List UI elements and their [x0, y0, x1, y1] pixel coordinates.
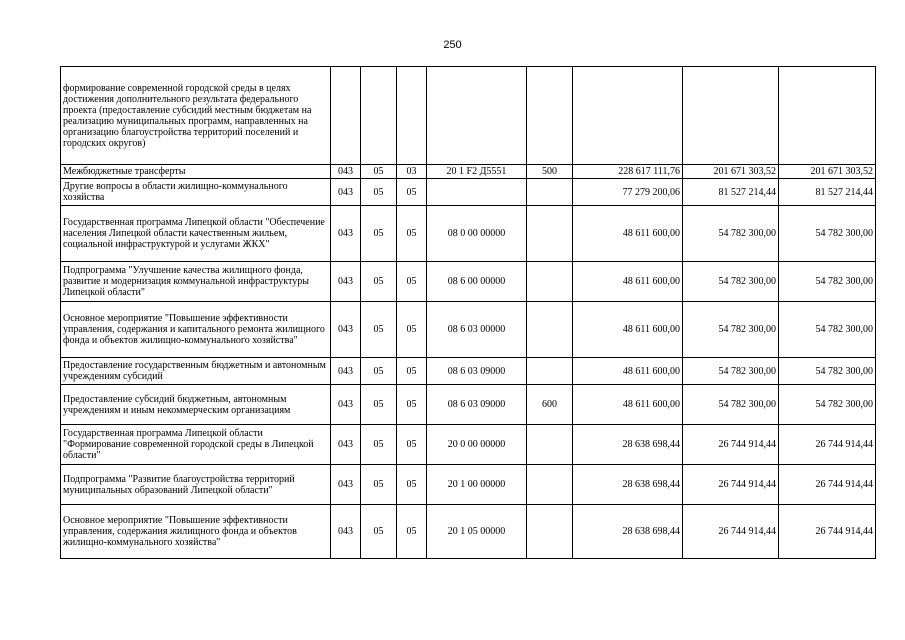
- row-amount-2: 81 527 214,44: [683, 179, 779, 206]
- row-code: 043: [331, 385, 361, 425]
- row-amount-3: 54 782 300,00: [779, 302, 876, 358]
- row-amount-1: 28 638 698,44: [573, 465, 683, 505]
- row-expense-type: [527, 262, 573, 302]
- row-amount-3: 26 744 914,44: [779, 465, 876, 505]
- row-name: Межбюджетные трансферты: [61, 165, 331, 179]
- table-row: [61, 358, 876, 385]
- row-name: Государственная программа Липецкой области "Формирование современной городской среды в Липецкой области": [61, 425, 331, 465]
- row-subsection: 03: [397, 165, 427, 179]
- row-amount-3: 54 782 300,00: [779, 385, 876, 425]
- row-expense-type: [527, 206, 573, 262]
- row-target: 08 0 00 00000: [427, 206, 527, 262]
- row-expense-type: [527, 358, 573, 385]
- row-section: 05: [361, 505, 397, 559]
- row-subsection: 05: [397, 465, 427, 505]
- row-amount-1: 228 617 111,76: [573, 165, 683, 179]
- table-row: [61, 465, 876, 505]
- row-subsection: 05: [397, 262, 427, 302]
- table-row: [61, 385, 876, 425]
- row-amount-1: [573, 67, 683, 165]
- row-name: Подпрограмма "Развитие благоустройства территорий муниципальных образований Липецкой области": [61, 465, 331, 505]
- row-amount-1: 48 611 600,00: [573, 206, 683, 262]
- row-expense-type: [527, 425, 573, 465]
- row-name: Основное мероприятие "Повышение эффективности управления, содержания и капитального ремонта жилищного фонда и объектов жилищно-коммунального хозяйства": [61, 302, 331, 358]
- row-subsection: 05: [397, 385, 427, 425]
- table-row: [61, 179, 876, 206]
- row-target: 08 6 03 09000: [427, 358, 527, 385]
- row-subsection: 05: [397, 358, 427, 385]
- row-subsection: 05: [397, 505, 427, 559]
- row-target: 20 1 05 00000: [427, 505, 527, 559]
- row-amount-1: 77 279 200,06: [573, 179, 683, 206]
- row-section: 05: [361, 165, 397, 179]
- row-subsection: [397, 67, 427, 165]
- row-code: 043: [331, 206, 361, 262]
- row-amount-2: [683, 67, 779, 165]
- row-amount-3: [779, 67, 876, 165]
- row-target: 08 6 03 09000: [427, 385, 527, 425]
- row-section: 05: [361, 206, 397, 262]
- row-code: 043: [331, 505, 361, 559]
- row-subsection: 05: [397, 302, 427, 358]
- row-code: 043: [331, 262, 361, 302]
- row-code: 043: [331, 425, 361, 465]
- row-amount-1: 48 611 600,00: [573, 262, 683, 302]
- row-target: 08 6 00 00000: [427, 262, 527, 302]
- row-section: 05: [361, 385, 397, 425]
- table-row: [61, 302, 876, 358]
- row-amount-1: 28 638 698,44: [573, 505, 683, 559]
- row-amount-2: 54 782 300,00: [683, 302, 779, 358]
- row-name: Государственная программа Липецкой области "Обеспечение населения Липецкой области качественным жильем, социальной инфраструктурой и услугами ЖКХ": [61, 206, 331, 262]
- row-section: 05: [361, 425, 397, 465]
- row-expense-type: [527, 179, 573, 206]
- row-section: 05: [361, 358, 397, 385]
- row-subsection: 05: [397, 179, 427, 206]
- row-target: 20 0 00 00000: [427, 425, 527, 465]
- row-name: формирование современной городской среды в целях достижения дополнительного результата федерального проекта (предоставление субсидий местным бюджетам на реализацию муниципальных программ, направленных на организацию благоустройства территорий поселений и городских округов): [61, 67, 331, 165]
- row-amount-3: 26 744 914,44: [779, 505, 876, 559]
- row-target: 20 1 F2 Д5551: [427, 165, 527, 179]
- table-row: [61, 262, 876, 302]
- row-amount-1: 48 611 600,00: [573, 302, 683, 358]
- table-row: [61, 206, 876, 262]
- row-code: 043: [331, 179, 361, 206]
- row-target: 08 6 03 00000: [427, 302, 527, 358]
- row-code: 043: [331, 165, 361, 179]
- row-amount-2: 54 782 300,00: [683, 385, 779, 425]
- row-target: [427, 179, 527, 206]
- row-amount-2: 54 782 300,00: [683, 262, 779, 302]
- row-name: Другие вопросы в области жилищно-коммунального хозяйства: [61, 179, 331, 206]
- row-name: Предоставление субсидий бюджетным, автономным учреждениям и иным некоммерческим организациям: [61, 385, 331, 425]
- row-target: 20 1 00 00000: [427, 465, 527, 505]
- table-row: [61, 165, 876, 179]
- table-row: [61, 67, 876, 165]
- row-section: 05: [361, 302, 397, 358]
- row-name: Предоставление государственным бюджетным и автономным учреждениям субсидий: [61, 358, 331, 385]
- page-number: 250: [443, 39, 462, 51]
- row-amount-3: 201 671 303,52: [779, 165, 876, 179]
- row-amount-1: 48 611 600,00: [573, 385, 683, 425]
- row-code: [331, 67, 361, 165]
- row-amount-1: 28 638 698,44: [573, 425, 683, 465]
- row-name: Подпрограмма "Улучшение качества жилищного фонда, развитие и модернизация коммунальной инфраструктуры Липецкой области": [61, 262, 331, 302]
- row-target: [427, 67, 527, 165]
- row-amount-1: 48 611 600,00: [573, 358, 683, 385]
- row-amount-2: 26 744 914,44: [683, 425, 779, 465]
- row-code: 043: [331, 302, 361, 358]
- row-expense-type: [527, 67, 573, 165]
- budget-table: [60, 66, 876, 559]
- row-amount-2: 26 744 914,44: [683, 465, 779, 505]
- row-section: 05: [361, 179, 397, 206]
- row-name: Основное мероприятие "Повышение эффективности управления, содержания жилищного фонда и объектов жилищно-коммунального хозяйства": [61, 505, 331, 559]
- row-code: 043: [331, 465, 361, 505]
- row-section: 05: [361, 262, 397, 302]
- row-expense-type: [527, 505, 573, 559]
- table-row: [61, 505, 876, 559]
- row-amount-2: 201 671 303,52: [683, 165, 779, 179]
- row-subsection: 05: [397, 206, 427, 262]
- row-amount-2: 54 782 300,00: [683, 206, 779, 262]
- row-expense-type: [527, 302, 573, 358]
- row-amount-2: 54 782 300,00: [683, 358, 779, 385]
- row-expense-type: 600: [527, 385, 573, 425]
- row-section: 05: [361, 465, 397, 505]
- row-amount-3: 81 527 214,44: [779, 179, 876, 206]
- row-section: [361, 67, 397, 165]
- row-amount-3: 26 744 914,44: [779, 425, 876, 465]
- row-code: 043: [331, 358, 361, 385]
- row-subsection: 05: [397, 425, 427, 465]
- row-amount-2: 26 744 914,44: [683, 505, 779, 559]
- row-amount-3: 54 782 300,00: [779, 262, 876, 302]
- table-row: [61, 425, 876, 465]
- table-body: [61, 67, 876, 559]
- row-amount-3: 54 782 300,00: [779, 358, 876, 385]
- row-amount-3: 54 782 300,00: [779, 206, 876, 262]
- row-expense-type: 500: [527, 165, 573, 179]
- row-expense-type: [527, 465, 573, 505]
